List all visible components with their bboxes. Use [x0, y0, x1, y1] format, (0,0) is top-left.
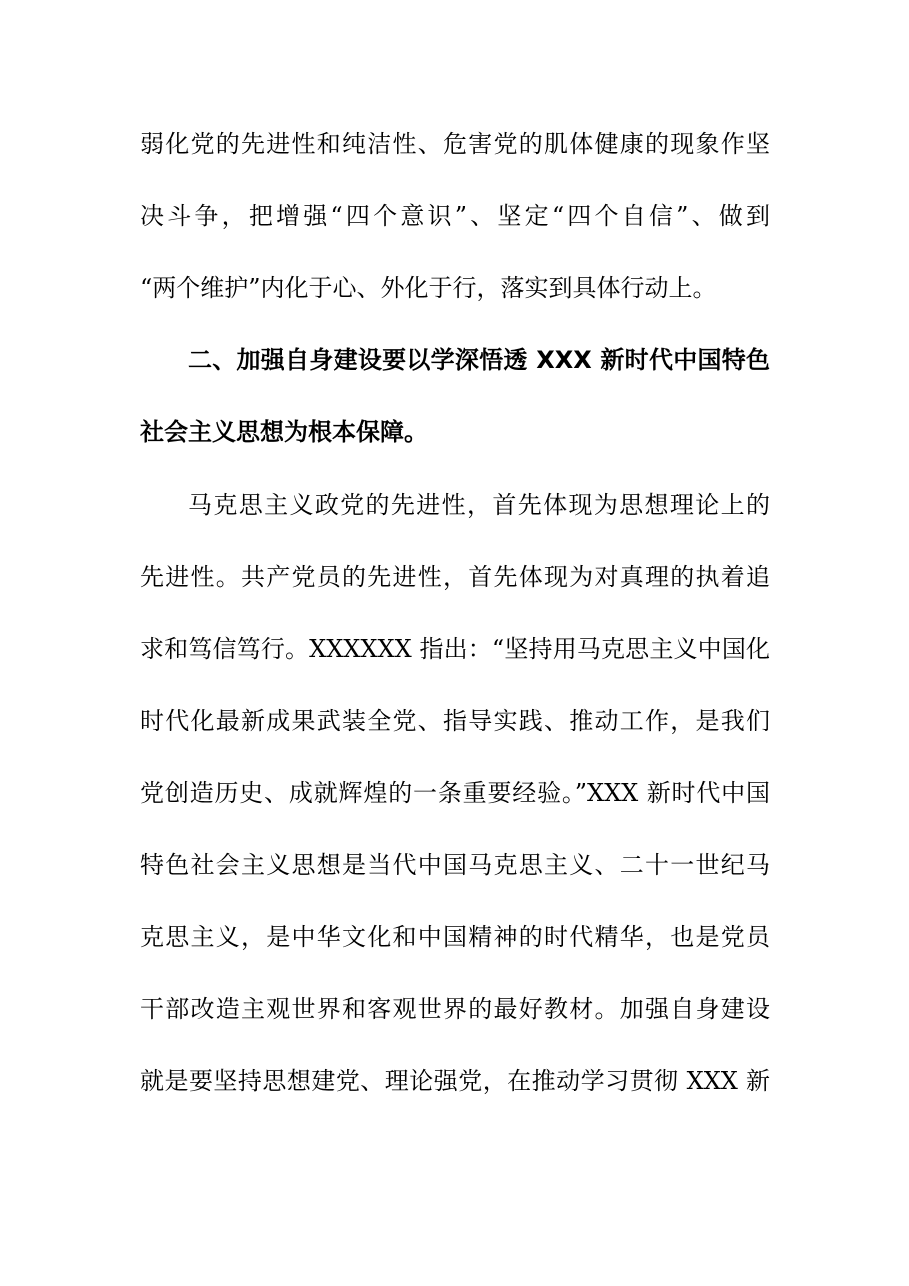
paragraph-line: 弱化党的先进性和纯洁性、危害党的肌体健康的现象作坚 [140, 130, 770, 158]
paragraph-line: “两个维护”内化于心、外化于行，落实到具体行动上。 [140, 274, 717, 302]
paragraph-line: 求和笃信笃行。XXXXXX 指出：“坚持用马克思主义中国化 [140, 635, 770, 663]
paragraph-line: 特色社会主义思想是当代中国马克思主义、二十一世纪马 [140, 851, 770, 879]
paragraph-line: 干部改造主观世界和客观世界的最好教材。加强自身建设 [140, 995, 770, 1023]
paragraph-line: 党创造历史、成就辉煌的一条重要经验。”XXX 新时代中国 [140, 779, 770, 807]
paragraph-line: 决斗争，把增强“四个意识”、坚定“四个自信”、做到 [140, 202, 770, 230]
paragraph-line: 先进性。共产党员的先进性，首先体现为对真理的执着追 [140, 563, 770, 591]
section-heading-line: 二、加强自身建设要以学深悟透 XXX 新时代中国特色 [188, 346, 770, 374]
section-heading-line: 社会主义思想为根本保障。 [140, 418, 428, 446]
paragraph-line: 时代化最新成果武装全党、指导实践、推动工作，是我们 [140, 707, 770, 735]
paragraph-line: 克思主义，是中华文化和中国精神的时代精华，也是党员 [140, 923, 770, 951]
paragraph-line: 就是要坚持思想建党、理论强党，在推动学习贯彻 XXX 新 [140, 1067, 770, 1095]
paragraph-line: 马克思主义政党的先进性，首先体现为思想理论上的 [188, 491, 770, 519]
